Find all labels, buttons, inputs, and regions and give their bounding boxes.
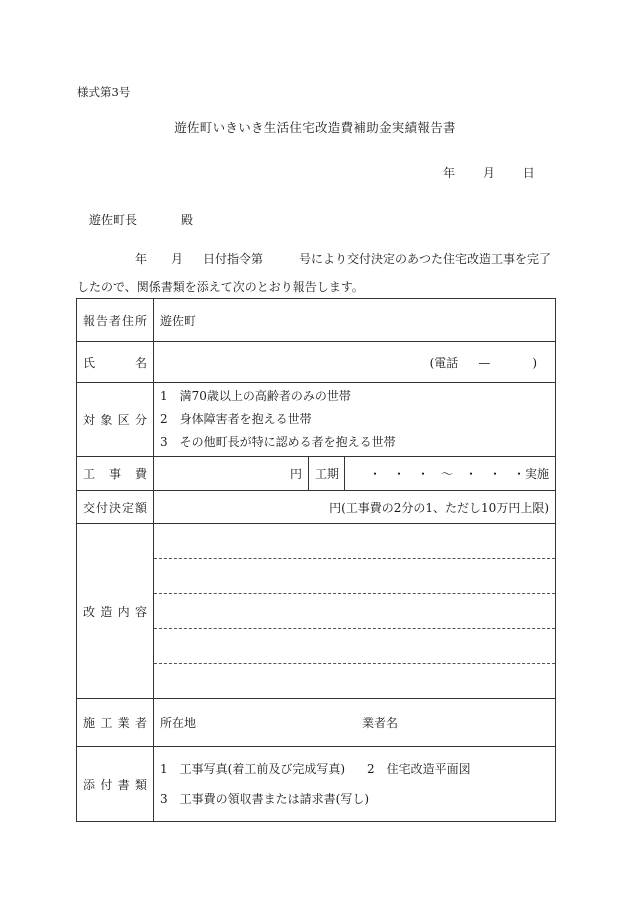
- content-label: 改 造 内 容: [77, 524, 154, 699]
- date-line: [443, 164, 535, 181]
- body-day-directive: 日付指令第: [203, 252, 264, 266]
- attachment-item: 1 工事写真(着工前及び完成写真): [160, 762, 345, 776]
- body-number-text: 号により交付決定のあつた住宅改造工事を完了: [299, 252, 552, 266]
- phone-dash: —: [478, 355, 491, 370]
- content-line[interactable]: [154, 664, 555, 698]
- attachments-line-1: [160, 754, 549, 784]
- content-line[interactable]: [154, 594, 555, 629]
- content-line[interactable]: [154, 524, 555, 559]
- addressee: [89, 211, 193, 228]
- attachment-item: 3 工事費の領収書または請求書(写し): [160, 792, 369, 806]
- category-option[interactable]: 2 身体障害者を抱える世帯: [160, 412, 312, 426]
- category-option[interactable]: 1 満70歳以上の高齢者のみの世帯: [160, 389, 351, 403]
- address-label: 報 告 者 住 所: [77, 299, 154, 342]
- row-address: [77, 299, 556, 342]
- content-line[interactable]: [154, 559, 555, 594]
- category-options: [154, 383, 556, 457]
- row-grant: [77, 491, 556, 524]
- phone-prefix: (電話: [429, 355, 459, 370]
- attachments-label: 添 付 書 類: [77, 747, 154, 822]
- cost-label: 工 事 費: [77, 457, 154, 491]
- date-month: 月: [482, 166, 495, 180]
- contractor-label: 施 工 業 者: [77, 699, 154, 747]
- content-field[interactable]: [154, 524, 556, 699]
- name-label: 氏 名: [77, 342, 154, 383]
- period-field[interactable]: ・ ・ ・ ～ ・ ・ ・実施: [345, 457, 556, 491]
- attachment-item: 2 住宅改造平面図: [367, 762, 471, 776]
- name-field[interactable]: [154, 342, 556, 383]
- row-category: [77, 383, 556, 457]
- body-line-1: [77, 250, 551, 267]
- form-number: 様式第3号: [77, 85, 131, 99]
- document-title: 遊佐町いきいき生活住宅改造費補助金実績報告書: [174, 120, 456, 135]
- period-label: 工 期: [309, 457, 345, 491]
- report-form-table: [76, 298, 556, 822]
- body-year: 年: [135, 252, 148, 266]
- contractor-field[interactable]: [154, 699, 556, 747]
- category-label: 対 象 区 分: [77, 383, 154, 457]
- addressee-name: 遊佐町長: [89, 213, 138, 227]
- row-contractor: [77, 699, 556, 747]
- body-month: 月: [171, 252, 184, 266]
- date-year: 年: [443, 166, 456, 180]
- row-name: [77, 342, 556, 383]
- content-line[interactable]: [154, 629, 555, 664]
- row-cost: [77, 457, 556, 491]
- contractor-company-label: 業者名: [362, 716, 399, 730]
- category-option[interactable]: 3 その他町長が特に認める者を抱える世帯: [160, 435, 396, 449]
- phone-suffix: ): [532, 355, 537, 370]
- addressee-honorific: 殿: [181, 213, 194, 227]
- body-line-2: したので、関係書類を添えて次のとおり報告します。: [77, 280, 364, 294]
- contractor-location-label: 所在地: [160, 716, 197, 730]
- address-field[interactable]: 遊佐町: [154, 299, 556, 342]
- grant-field[interactable]: 円(工事費の2分の1、ただし10万円上限): [154, 491, 556, 524]
- date-day: 日: [522, 166, 535, 180]
- cost-field[interactable]: [154, 457, 309, 491]
- grant-label: 交 付 決 定 額: [77, 491, 154, 524]
- attachments-field: [154, 747, 556, 822]
- row-attachments: [77, 747, 556, 822]
- row-content: [77, 524, 556, 699]
- cost-unit: 円: [289, 467, 302, 481]
